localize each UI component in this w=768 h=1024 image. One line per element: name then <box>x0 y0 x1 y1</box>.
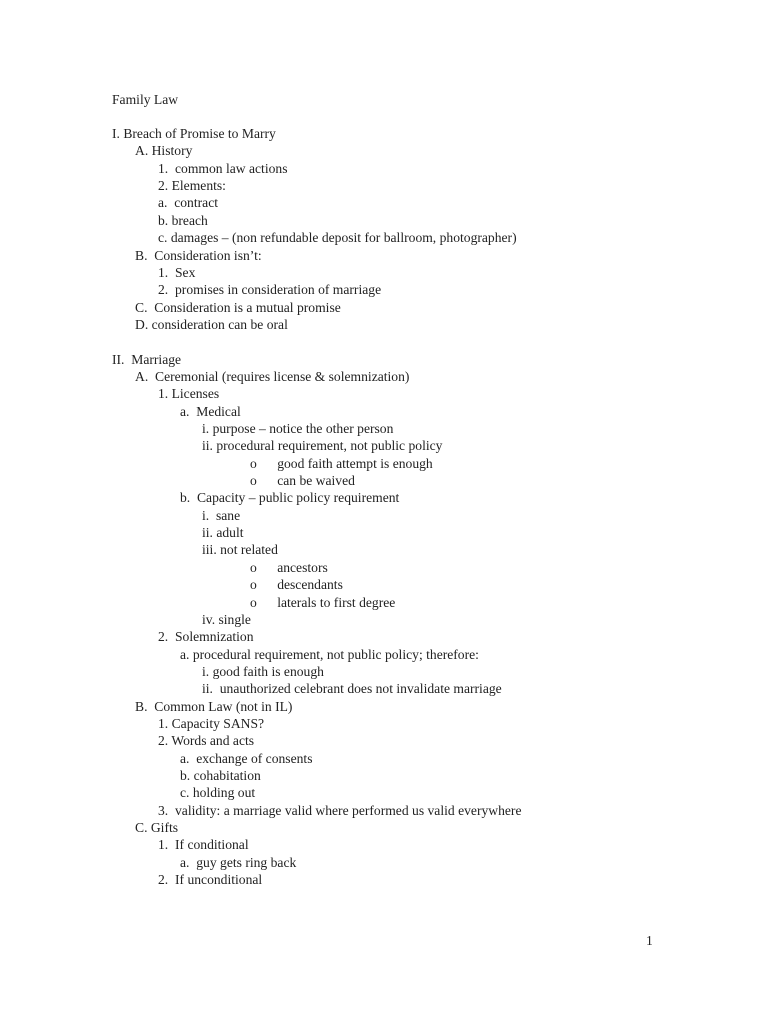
outline-line: A. History <box>135 143 193 159</box>
outline-line: A. Ceremonial (requires license & solemnization) <box>135 368 410 384</box>
outline-line: a. procedural requirement, not public policy; therefore: <box>180 646 479 662</box>
outline-line: o can be waived <box>250 473 355 488</box>
outline-line: o ancestors <box>250 559 328 575</box>
outline-line: a. guy gets ring back <box>180 854 297 870</box>
outline-line: 3. validity: a marriage valid where performed us valid everywhere <box>158 802 522 818</box>
outline-line: 1. If conditional <box>158 837 249 853</box>
outline-line: 2. Solemnization <box>158 629 254 645</box>
outline-line: 2. Words and acts <box>158 733 255 749</box>
outline-line: o laterals to first degree <box>250 594 396 610</box>
outline-line: 1. Capacity SANS? <box>158 715 265 731</box>
outline-line: 2. If unconditional <box>158 872 263 888</box>
outline-line: 1. Sex <box>158 264 196 280</box>
outline-line: 1. common law actions <box>158 160 288 176</box>
outline-line: a. exchange of consents <box>180 750 313 766</box>
outline-line: ii. unauthorized celebrant does not invalidate marriage <box>202 681 502 697</box>
outline-line: D. consideration can be oral <box>135 316 288 332</box>
outline-line: 2. promises in consideration of marriage <box>158 282 382 298</box>
outline-line: 2. Elements: <box>158 178 226 194</box>
outline-line: i. purpose – notice the other person <box>202 421 394 436</box>
page-number: 1 <box>646 933 653 948</box>
outline-line: o descendants <box>250 577 343 593</box>
outline-line: b. breach <box>158 212 208 228</box>
outline-line: iii. not related <box>202 542 278 558</box>
outline-line: b. Capacity – public policy requirement <box>180 490 400 506</box>
outline-line: o good faith attempt is enough <box>250 455 433 471</box>
document-title: Family Law <box>112 92 179 107</box>
outline-line: B. Common Law (not in IL) <box>135 698 293 714</box>
outline-line: ii. procedural requirement, not public policy <box>202 438 443 454</box>
outline-line: c. damages – (non refundable deposit for ballroom, photographer) <box>158 230 517 246</box>
outline-line: I. Breach of Promise to Marry <box>112 126 276 141</box>
outline-line: b. cohabitation <box>180 768 261 783</box>
outline-line: i. good faith is enough <box>202 663 324 679</box>
outline-line: i. sane <box>202 507 241 523</box>
outline-line: iv. single <box>202 611 251 627</box>
outline-line: ii. adult <box>202 525 244 540</box>
outline-line: II. Marriage <box>112 351 182 367</box>
outline-line: a. Medical <box>180 403 241 419</box>
outline-line: B. Consideration isn’t: <box>135 247 262 263</box>
outline-line: a. contract <box>158 195 219 211</box>
outline-line: C. Consideration is a mutual promise <box>135 299 341 315</box>
outline-line: C. Gifts <box>135 820 179 835</box>
outline-line: 1. Licenses <box>158 386 220 402</box>
outline-line: c. holding out <box>180 785 256 801</box>
